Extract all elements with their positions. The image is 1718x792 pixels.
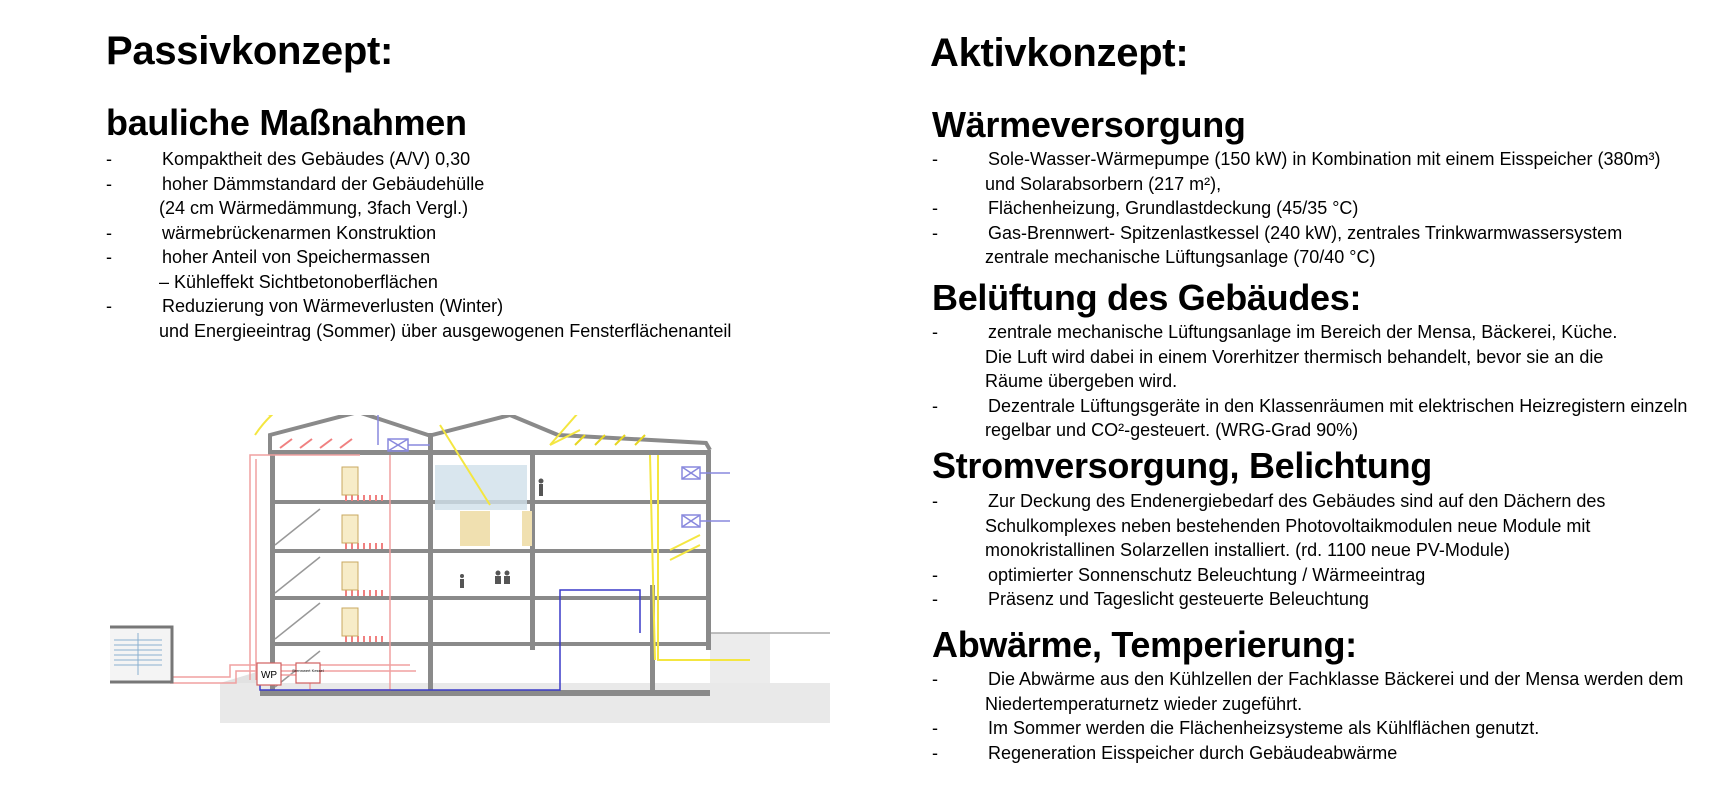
section-heading: Wärmeversorgung [932,104,1246,145]
bullet-dash: - [106,222,112,243]
section-list [932,320,1718,443]
list-item-line: Gas-Brennwert- Spitzenlastkessel (240 kW), zentrales Trinkwarmwassersystem [988,222,1623,243]
list-item-line: hoher Anteil von Speichermassen [162,247,431,267]
bullet-dash: - [932,322,938,342]
bullet-dash: - [932,742,938,763]
list-item [932,394,1718,443]
bullet-dash: - [106,247,112,267]
list-item-line: Kompaktheit des Gebäudes (A/V) 0,30 [162,149,471,169]
list-item-line: Präsenz und Tageslicht gesteuerte Beleuchtung [988,589,1369,609]
bullet-dash: - [932,589,938,609]
list-item-line: Regeneration Eisspeicher durch Gebäudeabwärme [988,742,1398,763]
list-item-line: optimierter Sonnenschutz Beleuchtung / Wärmeeintrag [988,564,1426,585]
bullet-dash: - [932,395,938,416]
bullet-dash: - [932,198,938,218]
section-heading: Belüftung des Gebäudes: [932,277,1362,318]
list-item-line: Zur Deckung des Endenergiebedarf des Gebäudes sind auf den Dächern des [988,491,1606,511]
bullet-dash: - [932,669,938,689]
list-item-line: Dezentrale Lüftungsgeräte in den Klassenräumen mit elektrischen Heizregistern einzeln [988,395,1688,416]
list-item [106,147,866,172]
list-item [932,196,1718,221]
heating-pipes [170,455,416,690]
list-item-line: zentrale mechanische Lüftungsanlage (70/40 °C) [985,247,1376,267]
list-item [932,320,1718,394]
list-item [932,667,1718,716]
boiler-label: Brennwert Kessel [292,668,324,673]
list-item [932,221,1718,270]
list-item [932,741,1718,766]
list-item [932,587,1718,612]
list-item-line: Sole-Wasser-Wärmepumpe (150 kW) in Kombination mit einem Eisspeicher (380m³) [988,149,1661,169]
section-drawing [110,415,830,760]
list-item [932,716,1718,741]
bullet-dash: - [932,149,938,169]
section-list [932,147,1718,270]
list-item-line: Niedertemperaturnetz wieder zugeführt. [985,693,1303,714]
list-item [106,245,866,294]
list-item-line: Im Sommer werden die Flächenheizsysteme als Kühlflächen genutzt. [988,718,1540,738]
list-item-line: (24 cm Wärmedämmung, 3fach Vergl.) [159,198,469,218]
ground-area [220,683,830,723]
section-list [932,489,1718,612]
list-item [932,147,1718,196]
list-item [106,294,866,343]
bullet-dash: - [932,564,938,585]
bullet-dash: - [932,491,938,511]
passive-measures-list [106,147,866,343]
section-list [932,667,1718,765]
list-item-line: zentrale mechanische Lüftungsanlage im Bereich der Mensa, Bäckerei, Küche. [988,322,1618,342]
ice-storage [110,627,172,682]
section-heading: Stromversorgung, Belichtung [932,445,1432,486]
list-item [932,563,1718,588]
terrace-right [710,633,770,683]
list-item-line: Die Luft wird dabei in einem Vorerhitzer thermisch behandelt, bevor sie an die [985,346,1604,367]
bullet-dash: - [106,173,112,194]
list-item [106,172,866,221]
atrium-panel [460,511,490,546]
list-item-line: wärmebrückenarmen Konstruktion [162,222,437,243]
heat-pump-label: WP [260,670,278,681]
bullet-dash: - [106,149,112,169]
list-item-line: Räume übergeben wird. [985,371,1178,391]
list-item-line: Schulkomplexes neben bestehenden Photovoltaikmodulen neue Module mit [985,515,1591,536]
bullet-dash: - [932,718,938,738]
bullet-dash: - [106,296,112,316]
solar-absorbers [280,439,352,448]
active-title: Aktivkonzept: [930,31,1189,75]
passive-subtitle: bauliche Maßnahmen [106,102,467,143]
list-item-line: Die Abwärme aus den Kühlzellen der Fachklasse Bäckerei und der Mensa werden dem [988,669,1684,689]
section-heading: Abwärme, Temperierung: [932,624,1357,665]
atrium-panel-2 [522,511,532,546]
list-item [106,221,866,246]
list-item [932,489,1718,563]
building-section-diagram [110,415,830,760]
atrium-glass [435,465,527,510]
list-item-line: und Energieeintrag (Sommer) über ausgewogenen Fensterflächenanteil [159,320,732,341]
list-item-line: hoher Dämmstandard der Gebäudehülle [162,173,485,194]
boiler-box [296,663,320,683]
list-item-line: Reduzierung von Wärmeverlusten (Winter) [162,296,504,316]
list-item-line: – Kühleffekt Sichtbetonoberflächen [159,271,438,292]
passive-title: Passivkonzept: [106,29,394,73]
list-item-line: und Solarabsorbern (217 m²), [985,173,1222,194]
list-item-line: Flächenheizung, Grundlastdeckung (45/35 °C) [988,198,1359,218]
bullet-dash: - [932,222,938,243]
list-item-line: monokristallinen Solarzellen installiert. (rd. 1100 neue PV-Module) [985,540,1510,560]
list-item-line: regelbar und CO²-gesteuert. (WRG-Grad 90%) [985,420,1359,440]
